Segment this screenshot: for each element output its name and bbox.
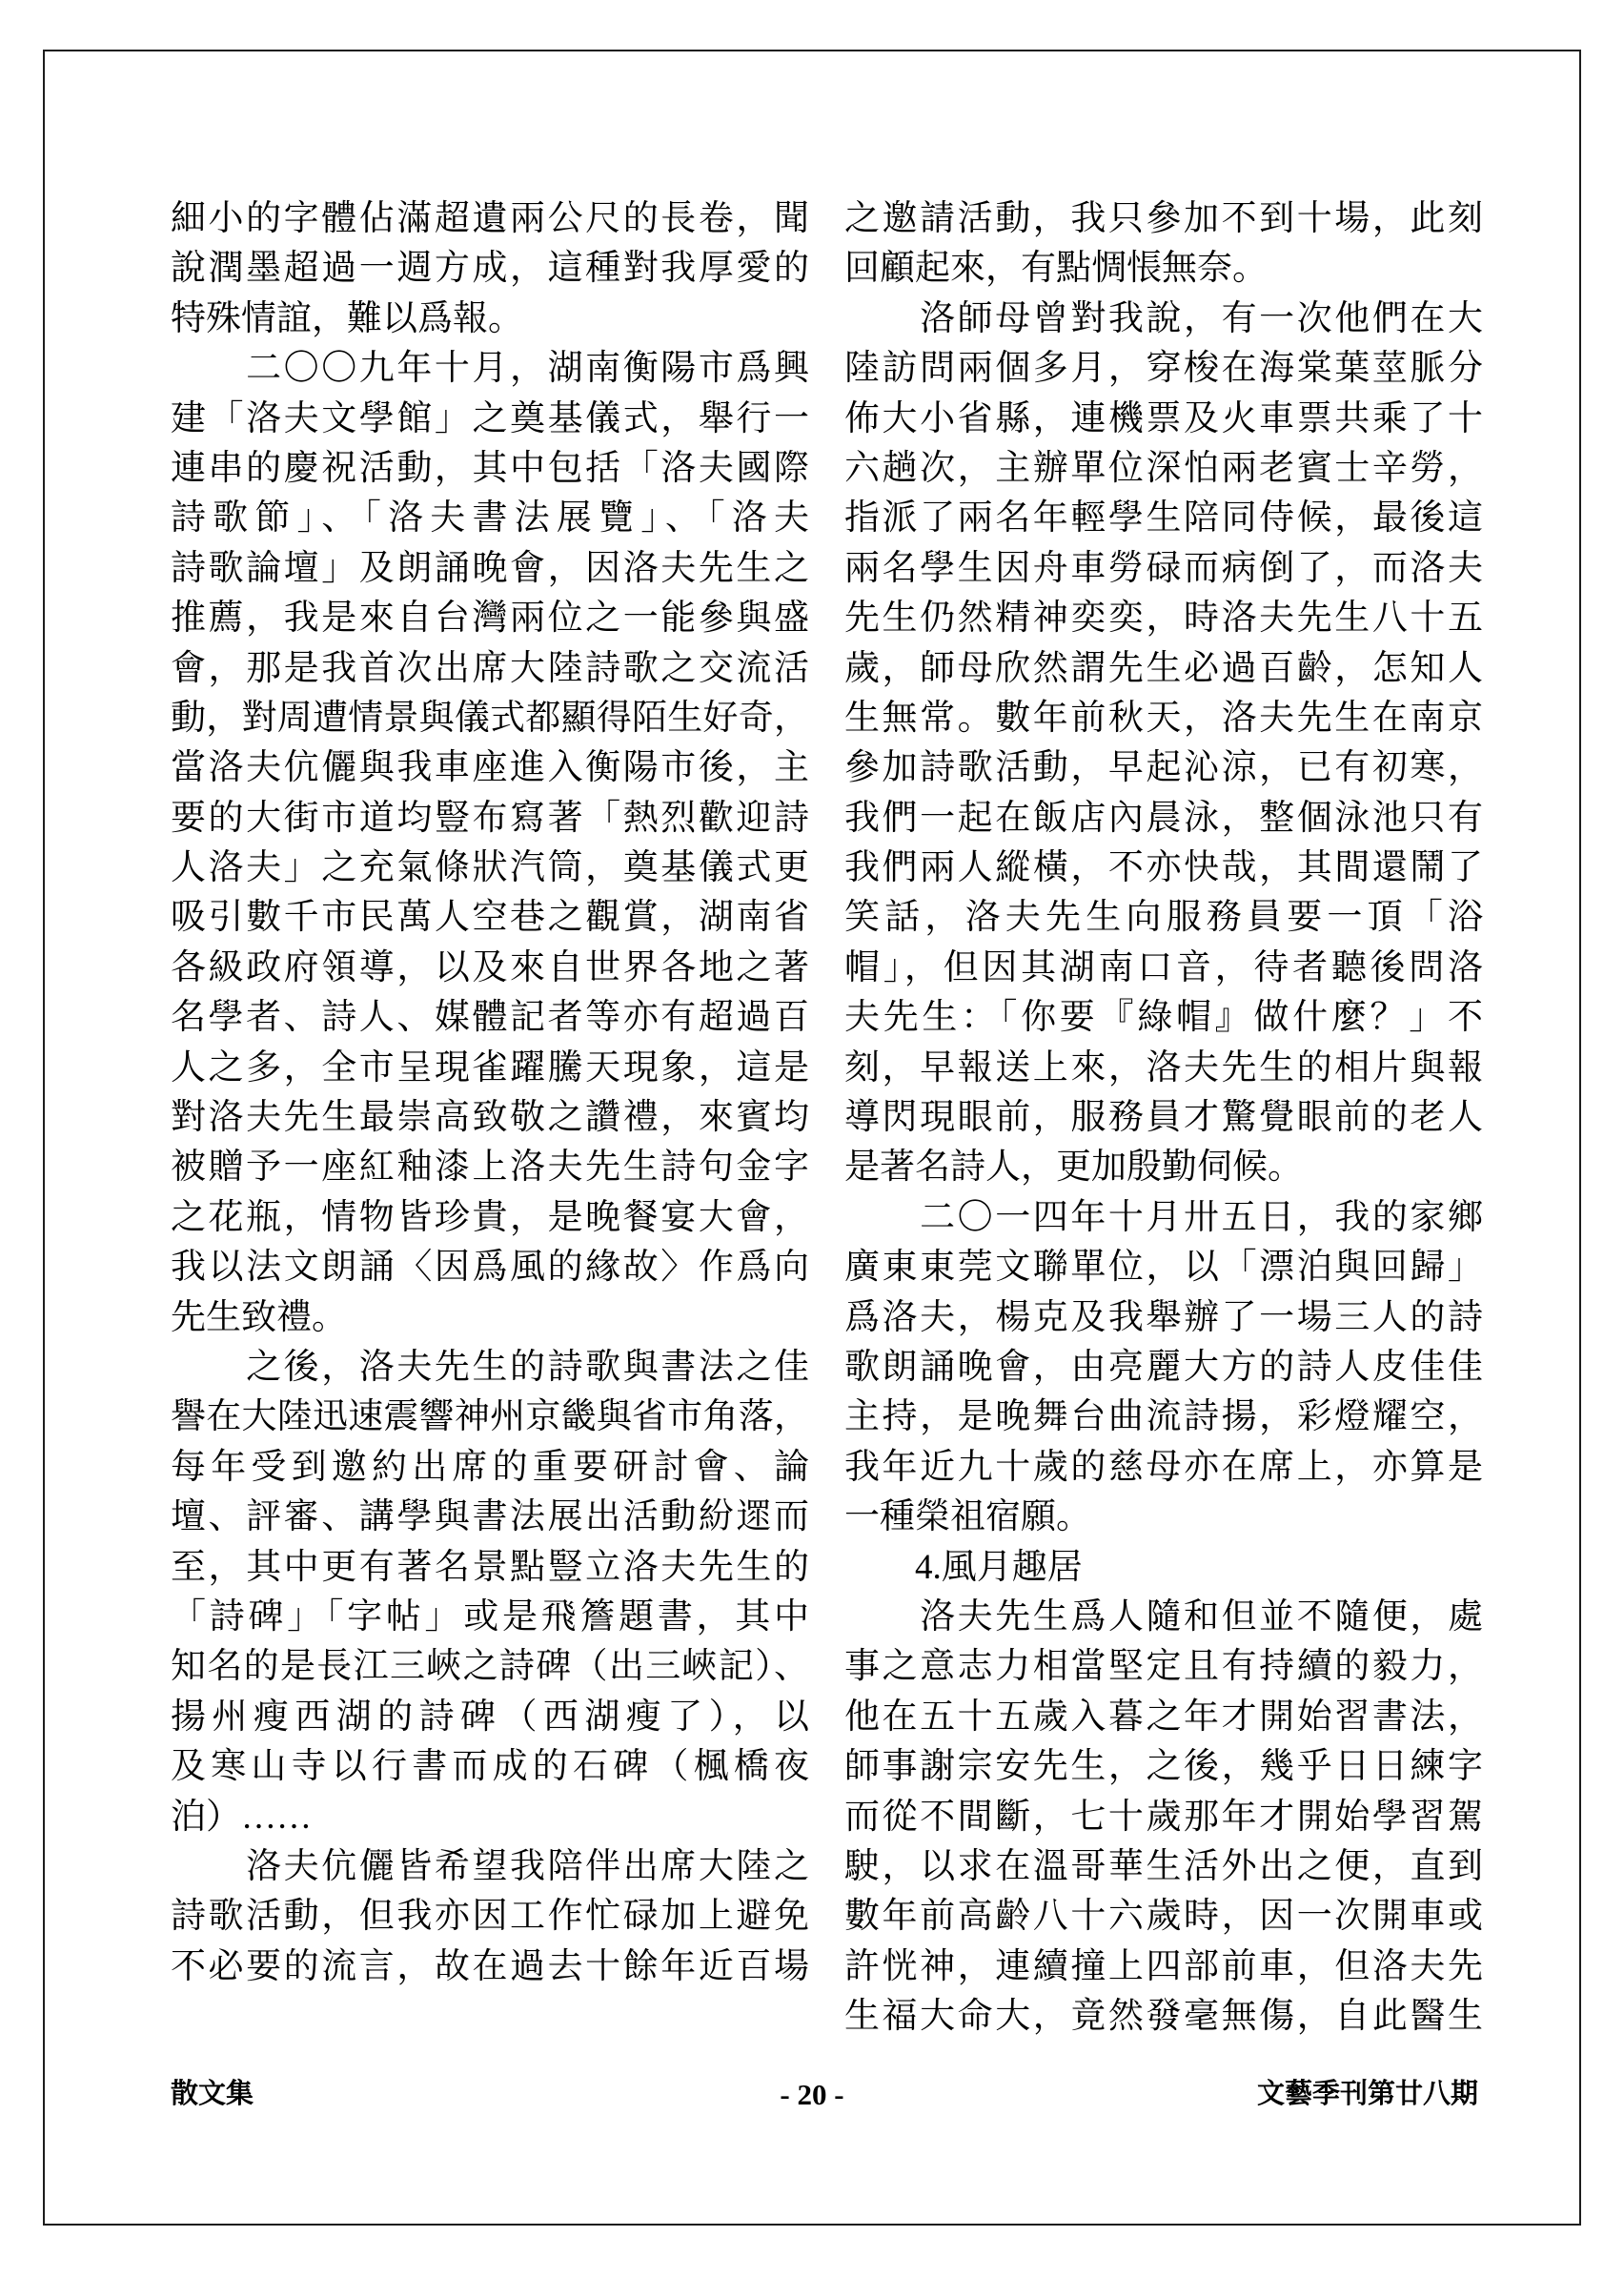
text-line: 二〇一四年十月卅五日，我的家鄉 bbox=[844, 1197, 1483, 1237]
text-line: 生福大命大，竟然發毫無傷，自此醫生 bbox=[844, 1997, 1483, 2037]
text-line: 吸引數千市民萬人空巷之觀賞，湖南省 bbox=[171, 898, 809, 938]
text-line: 人洛夫」之充氣條狀汽筒，奠基儀式更 bbox=[171, 848, 809, 888]
text-line: 陸訪問兩個多月，穿梭在海棠葉莖脈分 bbox=[844, 349, 1483, 389]
text-line: 他在五十五歲入暮之年才開始習書法， bbox=[844, 1697, 1483, 1737]
text-line: 廣東東莞文聯單位，以「漂泊與回歸」 bbox=[844, 1248, 1483, 1288]
text-line: 之邀請活動，我只參加不到十場，此刻 bbox=[844, 199, 1483, 238]
text-line: 笑話，洛夫先生向服務員要一頂「浴 bbox=[844, 898, 1483, 938]
text-line: 推薦，我是來自台灣兩位之一能參與盛 bbox=[171, 599, 809, 639]
text-line: 不必要的流言，故在過去十餘年近百場 bbox=[171, 1946, 809, 1986]
text-line: 「詩碑」「字帖」或是飛簷題書，其中 bbox=[171, 1596, 809, 1637]
text-line: 之後，洛夫先生的詩歌與書法之佳 bbox=[171, 1347, 809, 1387]
footer-journal-issue: 文藝季刊第廿八期 bbox=[1256, 2079, 1478, 2109]
text-line: 當洛夫伉儷與我車座進入衡陽市後，主 bbox=[171, 748, 809, 788]
text-line: 先生致禮。 bbox=[171, 1297, 347, 1337]
text-line: 對洛夫先生最崇高致敬之讚禮，來賓均 bbox=[171, 1098, 809, 1138]
text-line: 指派了兩名年輕學生陪同侍候，最後這 bbox=[844, 498, 1483, 539]
text-line: 回顧起來，有點惆悵無奈。 bbox=[844, 249, 1268, 289]
text-line: 而從不間斷，七十歲那年才開始學習駕 bbox=[844, 1797, 1483, 1837]
text-line: 我們兩人縱橫，不亦快哉，其間還鬧了 bbox=[844, 848, 1483, 888]
text-line: 壇、評審、講學與書法展出活動紛遝而 bbox=[171, 1497, 809, 1537]
footer-page-number: - 20 - bbox=[780, 2078, 844, 2111]
text-line: 師事謝宗安先生，之後，幾乎日日練字 bbox=[844, 1747, 1483, 1787]
text-line: 是著名詩人，更加殷勤伺候。 bbox=[844, 1148, 1303, 1188]
text-line: 4.風月趣居 bbox=[844, 1547, 1083, 1587]
text-line: 會，那是我首次出席大陸詩歌之交流活 bbox=[171, 648, 809, 688]
text-line: 刻，早報送上來，洛夫先生的相片與報 bbox=[844, 1047, 1483, 1088]
text-line: 我以法文朗誦〈因爲風的緣故〉作爲向 bbox=[171, 1248, 809, 1288]
text-line: 詩歌活動，但我亦因工作忙碌加上避免 bbox=[171, 1897, 809, 1937]
text-line: 生無常。數年前秋天，洛夫先生在南京 bbox=[844, 698, 1483, 738]
text-line: 被贈予一座紅釉漆上洛夫先生詩句金字 bbox=[171, 1148, 809, 1188]
text-line: 駛，以求在溫哥華生活外出之便，直到 bbox=[844, 1846, 1483, 1886]
text-line: 名學者、詩人、媒體記者等亦有超過百 bbox=[171, 998, 809, 1038]
text-line: 至，其中更有著名景點豎立洛夫先生的 bbox=[171, 1547, 809, 1587]
text-column-right bbox=[844, 194, 1483, 2042]
text-line: 知名的是長江三峽之詩碑（出三峽記）、 bbox=[171, 1647, 809, 1687]
text-line: 許恍神，連續撞上四部前車，但洛夫先 bbox=[844, 1946, 1483, 1986]
text-line: 要的大街市道均豎布寫著「熱烈歡迎詩 bbox=[171, 798, 809, 838]
text-line: 及寒山寺以行書而成的石碑（楓橋夜 bbox=[171, 1747, 809, 1787]
text-line: 導閃現眼前，服務員才驚覺眼前的老人 bbox=[844, 1098, 1483, 1138]
text-line: 特殊情誼，難以爲報。 bbox=[171, 298, 523, 338]
text-line: 參加詩歌活動，早起沁涼，已有初寒， bbox=[844, 748, 1483, 788]
text-line: 爲洛夫，楊克及我舉辦了一場三人的詩 bbox=[844, 1297, 1483, 1337]
text-line: 動，對周遭情景與儀式都顯得陌生好奇， bbox=[171, 698, 809, 738]
text-line: 歲，師母欣然謂先生必過百齡，怎知人 bbox=[844, 648, 1483, 688]
text-line: 譽在大陸迅速震響神州京畿與省市角落， bbox=[171, 1397, 809, 1437]
text-line: 一種榮祖宿願。 bbox=[844, 1497, 1091, 1537]
text-line: 洛夫伉儷皆希望我陪伴出席大陸之 bbox=[171, 1846, 809, 1886]
text-line: 二〇〇九年十月，湖南衡陽市爲興 bbox=[171, 349, 809, 389]
text-line: 詩歌論壇」及朗誦晚會，因洛夫先生之 bbox=[171, 548, 809, 588]
text-line: 細小的字體佔滿超遺兩公尺的長卷，聞 bbox=[171, 199, 809, 238]
text-column-left bbox=[171, 194, 809, 1992]
text-line: 佈大小省縣，連機票及火車票共乘了十 bbox=[844, 398, 1483, 438]
text-line: 人之多，全市呈現雀躍騰天現象，這是 bbox=[171, 1047, 809, 1088]
text-line: 數年前高齡八十六歲時，因一次開車或 bbox=[844, 1897, 1483, 1937]
footer-book-title: 散文集 bbox=[171, 2079, 254, 2109]
text-line: 建「洛夫文學館」之奠基儀式，舉行一 bbox=[171, 398, 809, 438]
text-line: 帽」，但因其湖南口音，待者聽後問洛 bbox=[844, 947, 1483, 987]
text-line: 主持，是晚舞台曲流詩揚，彩燈耀空， bbox=[844, 1397, 1483, 1437]
text-line: 每年受到邀約出席的重要研討會、論 bbox=[171, 1447, 809, 1487]
text-line: 我年近九十歲的慈母亦在席上，亦算是 bbox=[844, 1447, 1483, 1487]
text-line: 六趟次，主辦單位深怕兩老賓士辛勞， bbox=[844, 448, 1483, 488]
text-line: 泊）…… bbox=[171, 1797, 312, 1837]
text-line: 事之意志力相當堅定且有持續的毅力， bbox=[844, 1647, 1483, 1687]
text-line: 洛夫先生爲人隨和但並不隨便，處 bbox=[844, 1596, 1483, 1637]
text-line: 歌朗誦晚會，由亮麗大方的詩人皮佳佳 bbox=[844, 1347, 1483, 1387]
text-line: 連串的慶祝活動，其中包括「洛夫國際 bbox=[171, 448, 809, 488]
text-line: 之花瓶，情物皆珍貴，是晚餐宴大會， bbox=[171, 1197, 809, 1237]
text-line: 各級政府領導，以及來自世界各地之著 bbox=[171, 947, 809, 987]
text-line: 兩名學生因舟車勞碌而病倒了，而洛夫 bbox=[844, 548, 1483, 588]
text-line: 說潤墨超過一週方成，這種對我厚愛的 bbox=[171, 249, 809, 289]
text-line: 詩歌節」、「洛夫書法展覽」、「洛夫 bbox=[171, 498, 809, 539]
text-line: 揚州瘦西湖的詩碑（西湖瘦了），以 bbox=[171, 1697, 809, 1737]
text-line: 先生仍然精神奕奕，時洛夫先生八十五 bbox=[844, 599, 1483, 639]
text-line: 我們一起在飯店內晨泳，整個泳池只有 bbox=[844, 798, 1483, 838]
text-line: 夫先生：「你要『綠帽』做什麼？」不 bbox=[844, 998, 1483, 1038]
text-line: 洛師母曾對我說，有一次他們在大 bbox=[844, 298, 1483, 338]
